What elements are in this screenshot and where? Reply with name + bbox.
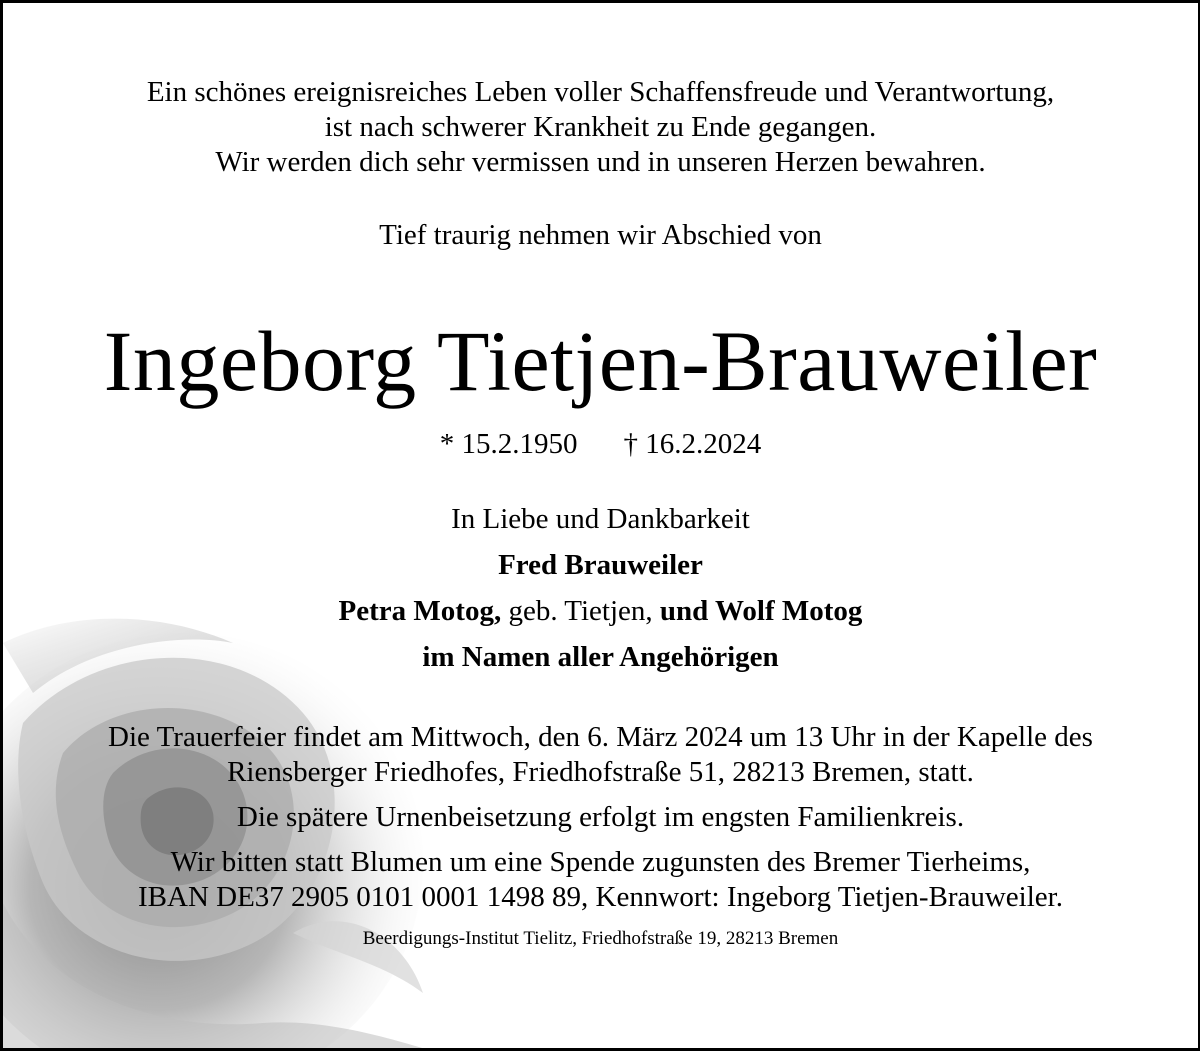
mourners-intro: In Liebe und Dankbarkeit [451, 503, 750, 535]
intro-line: Ein schönes ereignisreiches Leben voller Schaffensfreude und Verantwortung, [146, 76, 1055, 108]
burial-line: Die spätere Urnenbeisetzung erfolgt im engsten Familienkreis. [236, 801, 965, 833]
mourner-name: Petra Motog, [338, 595, 502, 627]
intro-line: ist nach schwerer Krankheit zu Ende gegangen. [324, 111, 877, 143]
mourner-line [3, 588, 1198, 634]
service-line: Die Trauerfeier findet am Mittwoch, den 6. März 2024 um 13 Uhr in der Kapelle des [108, 721, 1093, 753]
mourner-line: Fred Brauweiler [498, 549, 703, 581]
announcement: Tief traurig nehmen wir Abschied von [379, 219, 822, 251]
mourner-name: und Wolf Motog [659, 595, 863, 627]
donation-line: IBAN DE37 2905 0101 0001 1498 89, Kennwort: Ingeborg Tietjen-Brauweiler. [138, 881, 1063, 913]
death-date: † 16.2.2024 [623, 428, 762, 460]
donation-line: Wir bitten statt Blumen um eine Spende zugunsten des Bremer Tierheims, [170, 846, 1031, 878]
notice-text [3, 3, 1198, 951]
birth-date: * 15.2.1950 [439, 428, 578, 460]
service-line: Riensberger Friedhofes, Friedhofstraße 51, 28213 Bremen, statt. [227, 756, 974, 788]
funeral-home: Beerdigungs-Institut Tielitz, Friedhofstraße 19, 28213 Bremen [362, 928, 839, 949]
mourners-block [3, 496, 1198, 680]
service-info [3, 720, 1198, 915]
mourner-note: geb. Tietjen, [501, 595, 660, 627]
life-dates [3, 427, 1198, 462]
mourner-line: im Namen aller Angehörigen [422, 641, 779, 673]
deceased-name: Ingeborg Tietjen-Brauweiler [103, 313, 1098, 409]
intro-verse [3, 3, 1198, 180]
intro-line: Wir werden dich sehr vermissen und in unseren Herzen bewahren. [215, 146, 986, 178]
